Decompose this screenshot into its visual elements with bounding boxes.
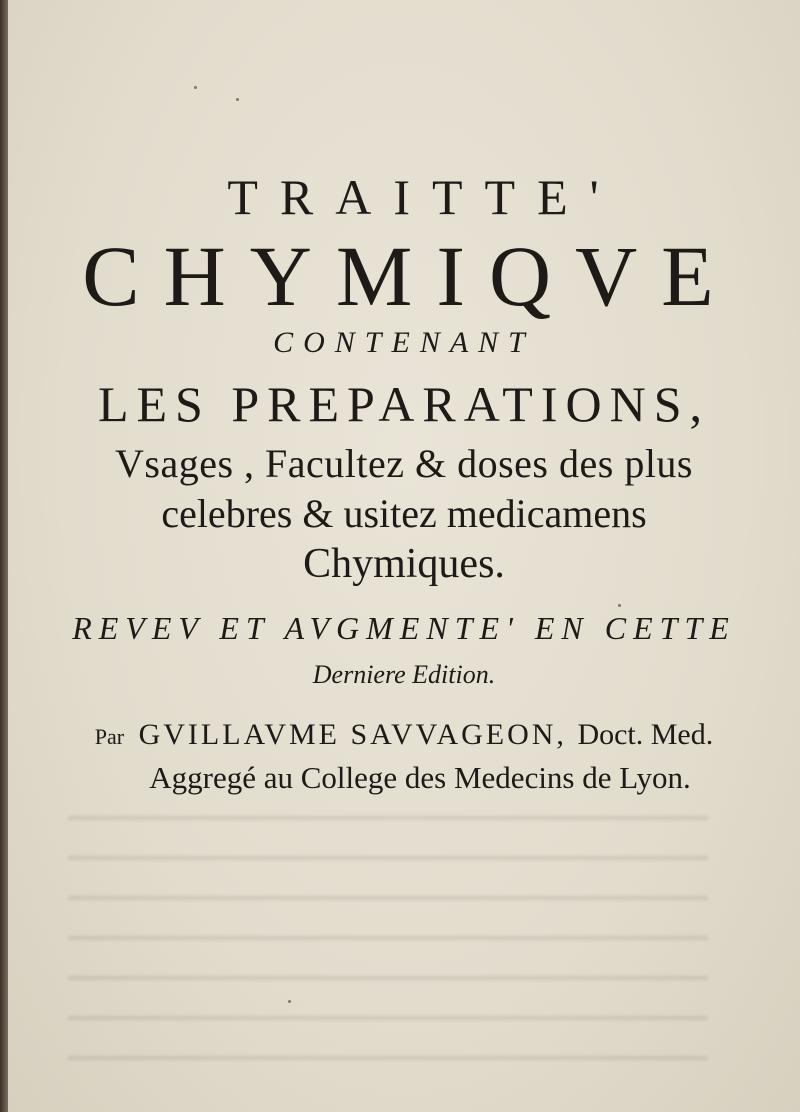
- heading-preparations: LES PREPARATIONS,: [97, 376, 711, 432]
- title-line-1: TRAITTE': [227, 169, 621, 225]
- title-page: [8, 0, 800, 1112]
- author-affiliation: Aggregé au College des Medecins de Lyon.: [149, 760, 691, 795]
- description-line-2: celebres & usitez medicamens: [161, 491, 647, 536]
- ink-fleck: [618, 604, 621, 607]
- edition-note: Derniere Edition.: [312, 660, 496, 689]
- author-title: Doct. Med.: [577, 718, 714, 751]
- author-line: [8, 718, 800, 752]
- description-line-1: Vsages , Facultez & doses des plus: [114, 441, 693, 486]
- subtitle-contenant: CONTENANT: [273, 326, 535, 359]
- book-spine-edge: [0, 0, 8, 1112]
- bleed-through-text: [68, 790, 708, 1090]
- edition-statement: REVEV ET AVGMENTE' EN CETTE: [72, 610, 736, 646]
- author-prefix: Par: [94, 724, 125, 749]
- title-line-2: CHYMIQVE: [82, 228, 738, 324]
- ink-fleck: [194, 86, 197, 89]
- ink-fleck: [288, 1000, 291, 1003]
- ink-fleck: [236, 98, 239, 101]
- description-line-3: Chymiques.: [303, 541, 505, 587]
- author-name: GVILLAVME SAVVAGEON,: [138, 718, 567, 751]
